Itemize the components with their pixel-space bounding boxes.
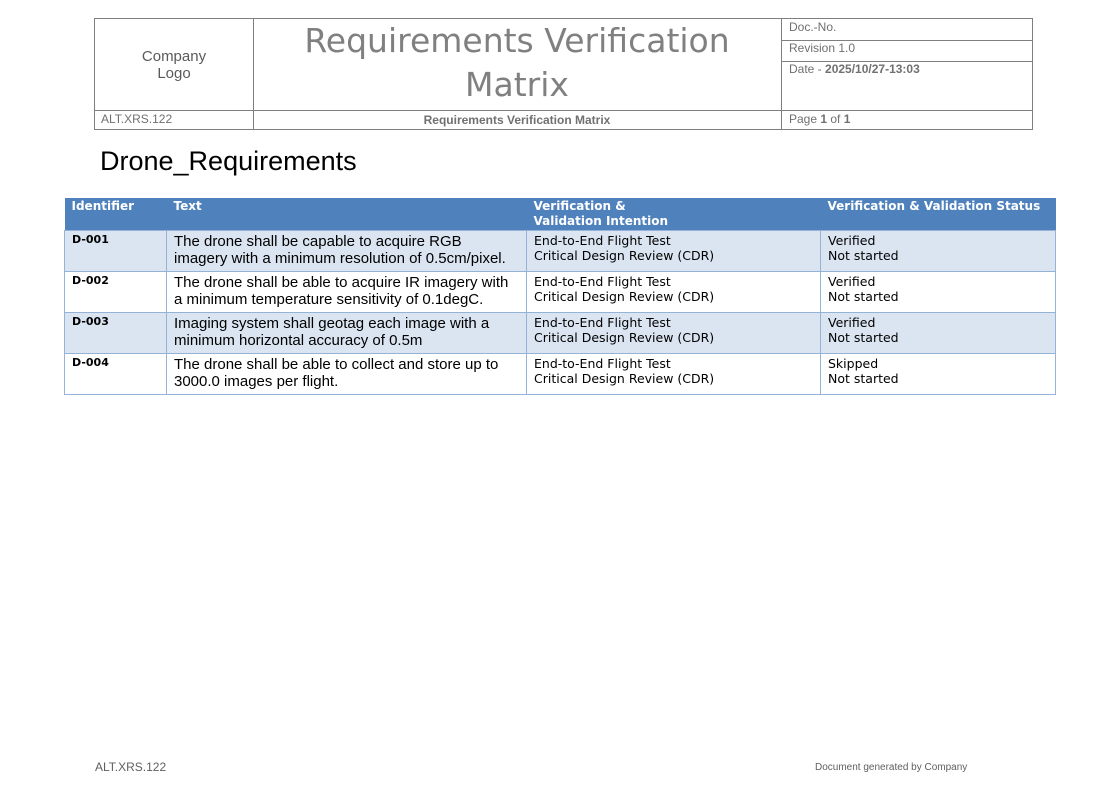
doc-number: Doc.-No. [789, 20, 837, 34]
date-label: Date - [789, 62, 826, 76]
intention-item: End-to-End Flight Test [534, 315, 671, 330]
row-identifier: D-004 [65, 354, 167, 395]
status-item: Not started [828, 248, 899, 263]
status-item: Verified [828, 274, 876, 289]
table-row [65, 272, 1056, 313]
row-intention [527, 272, 821, 313]
row-text: The drone shall be able to acquire IR imagery with a minimum temperature sensitivity of 0.1degC. [167, 272, 527, 313]
intention-item: End-to-End Flight Test [534, 274, 671, 289]
status-item: Verified [828, 315, 876, 330]
row-intention [527, 313, 821, 354]
intention-item: Critical Design Review (CDR) [534, 371, 715, 386]
page-total: 1 [843, 112, 851, 126]
row-intention [527, 354, 821, 395]
logo-line-1: Company [141, 47, 207, 65]
row-text: Imaging system shall geotag each image with a minimum horizontal accuracy of 0.5m [167, 313, 527, 354]
row-identifier: D-002 [65, 272, 167, 313]
intention-item: Critical Design Review (CDR) [534, 289, 715, 304]
logo-line-2: Logo [157, 64, 191, 82]
table-row [65, 231, 1056, 272]
header-subtitle: Requirements Verification Matrix [423, 113, 611, 127]
intention-item: Critical Design Review (CDR) [534, 330, 715, 345]
page-footer-generated: Document generated by Company [815, 762, 968, 773]
page-footer-doc-id: ALT.XRS.122 [95, 760, 167, 774]
document-title: Requirements Verification Matrix [304, 21, 730, 104]
row-status [821, 231, 1056, 272]
intention-item: Critical Design Review (CDR) [534, 248, 715, 263]
section-title: Drone_Requirements [100, 146, 357, 176]
column-header-text: Text [167, 198, 527, 231]
page-label: Page [789, 112, 821, 126]
row-text: The drone shall be able to collect and store up to 3000.0 images per flight. [167, 354, 527, 395]
intention-item: End-to-End Flight Test [534, 356, 671, 371]
table-row [65, 313, 1056, 354]
intention-item: End-to-End Flight Test [534, 233, 671, 248]
date-value: 2025/10/27-13:03 [825, 62, 920, 76]
row-status [821, 272, 1056, 313]
status-item: Not started [828, 289, 899, 304]
row-intention [527, 231, 821, 272]
row-identifier: D-001 [65, 231, 167, 272]
revision: Revision 1.0 [789, 41, 856, 55]
row-text: The drone shall be capable to acquire RGB imagery with a minimum resolution of 0.5cm/pixel. [167, 231, 527, 272]
page-indicator [782, 110, 1033, 130]
column-header-identifier: Identifier [65, 198, 167, 231]
table-row [65, 354, 1056, 395]
column-header-intention: Verification & Validation Intention [527, 198, 821, 231]
status-item: Skipped [828, 356, 879, 371]
date [782, 62, 1033, 76]
table-header-row [65, 198, 1056, 231]
column-header-status: Verification & Validation Status [821, 198, 1056, 231]
company-logo [95, 19, 253, 110]
status-item: Not started [828, 330, 899, 345]
requirements-table [64, 198, 1056, 395]
status-item: Verified [828, 233, 876, 248]
page-current: 1 [820, 112, 828, 126]
header-doc-id: ALT.XRS.122 [101, 112, 173, 126]
page-of: of [827, 112, 844, 126]
status-item: Not started [828, 371, 899, 386]
row-status [821, 354, 1056, 395]
row-status [821, 313, 1056, 354]
document-header [94, 18, 1033, 130]
row-identifier: D-003 [65, 313, 167, 354]
